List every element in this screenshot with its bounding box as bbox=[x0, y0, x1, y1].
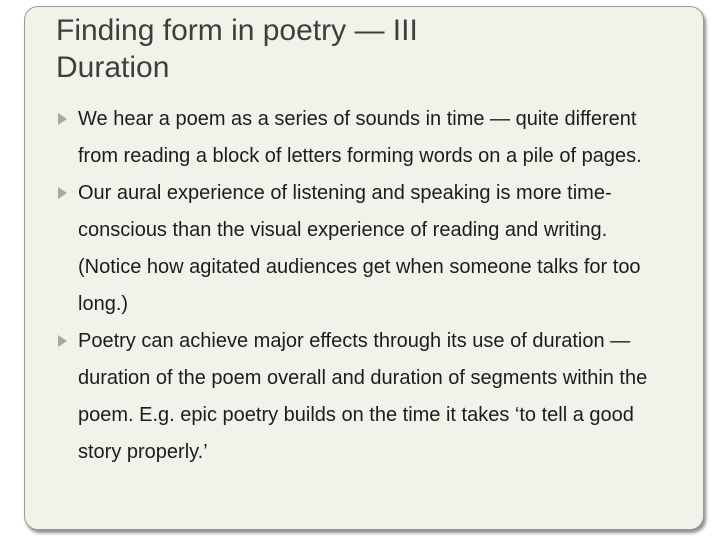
bullet-item bbox=[58, 101, 670, 175]
slide-title bbox=[56, 12, 656, 86]
bullet-text: Poetry can achieve major effects through its use of duration — duration of the poem overall and duration of segments within the poem. E.g. epic poetry builds on the time it takes ‘to tell a good story properly.’ bbox=[78, 330, 648, 463]
bullet-item bbox=[58, 175, 670, 323]
triangle-bullet-icon bbox=[58, 335, 67, 347]
title-line-2: Duration bbox=[56, 51, 170, 84]
title-line-1: Finding form in poetry — III bbox=[56, 14, 418, 47]
bullet-list bbox=[58, 101, 670, 471]
triangle-bullet-icon bbox=[58, 113, 67, 125]
bullet-item bbox=[58, 323, 670, 471]
bullet-text: We hear a poem as a series of sounds in time — quite different from reading a block of letters forming words on a pile of pages. bbox=[78, 108, 642, 167]
triangle-bullet-icon bbox=[58, 187, 67, 199]
bullet-text: Our aural experience of listening and speaking is more time-conscious than the visual experience of reading and writing. (Notice how agitated audiences get when someone talks for too long.) bbox=[78, 182, 641, 315]
